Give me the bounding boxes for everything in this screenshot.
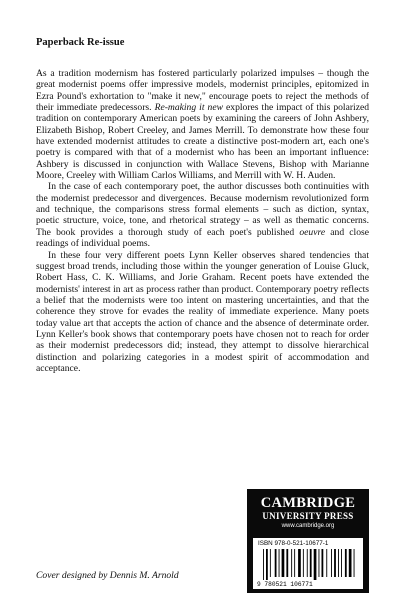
barcode-bar (291, 549, 292, 577)
barcode-bar (303, 549, 304, 577)
barcode-bar (326, 549, 327, 577)
publisher-name: CAMBRIDGE (260, 495, 356, 511)
barcode-bar (354, 549, 355, 577)
blurb-paragraph (36, 250, 369, 375)
publisher-url: www.cambridge.org (281, 523, 335, 529)
barcode-bar (270, 549, 271, 577)
barcode-bar (286, 549, 288, 577)
barcode-bar (331, 549, 332, 577)
barcode-bar (345, 549, 347, 577)
blurb-paragraph (36, 181, 369, 249)
barcode-bar (341, 549, 342, 577)
barcode-bar (349, 549, 352, 577)
barcode-bar (322, 549, 324, 577)
italic-title: oeuvre (299, 226, 326, 238)
barcode-digits: 9 780521 106771 (257, 581, 313, 587)
cover-credit: Cover designed by Dennis M. Arnold (36, 570, 179, 581)
text-run: In these four very different poets Lynn Keller observes shared tendencies that suggest broad trends, including those within the younger generation of Louise Gluck, Robert Hass, C. K. Williams, and Jorie Graham. Recent poets have extended the modernists' interest in art as process rather than product. Contemporary poetry reflects a belief that the modernists were too intent on mastering uncertainties, and that the coherence they strove for evades the reality of immediate experience. Many poets today value art that accepts the action of chance and the absence of determinate order. Lynn Keller's book shows that contemporary poets have chosen not to reach for order as their modernist predecessors did; instead, they attempt to dissolve hierarchical distinction and polarizing categories in a modest spirit of accommodation and acceptance. (36, 249, 369, 374)
barcode-bar (310, 549, 312, 577)
barcode-bar (294, 549, 295, 577)
blurb-text (36, 68, 369, 374)
publisher-logo-box (247, 489, 369, 593)
barcode-bar (263, 549, 264, 580)
barcode-bar (307, 549, 308, 577)
barcode-bar (275, 549, 277, 577)
isbn-label: ISBN 978-0-521-10677-1 (258, 540, 329, 547)
italic-title: Re-making it new (154, 102, 223, 114)
barcode-bar (282, 549, 285, 577)
barcode-bar (279, 549, 280, 577)
reissue-heading: Paperback Re-issue (36, 37, 125, 48)
text-run: explores the impact of this polarized tradition on contemporary American poets by examining the careers of John Ashbery, Elizabeth Bishop, Robert Creeley, and James Merrill. To demonstrate how these four have extended modernist attitudes to create a distinctive post-modern art, each one's poetry is compared with that of a modernist who has been an important influence: Ashbery is discussed in conjunction with Wallace Stevens, Bishop with Marianne Moore, Creeley with William Carlos Williams, and Merrill with W. H. Auden. (36, 102, 370, 182)
text-run: and close readings of individual poems. (36, 226, 369, 250)
barcode-bar (338, 549, 339, 577)
barcode (257, 549, 359, 587)
text-run: In the case of each contemporary poet, the author discusses both continuities with the modernist predecessor and divergences. Because modernism revolutionized form and technique, the comparisons stress formal elements – such as diction, syntax, poetic structure, voice, tone, and rhetorical strategy – as well as thematic concerns. The book provides a thorough study of each poet's published (36, 181, 369, 238)
barcode-bar (266, 549, 268, 580)
barcode-panel (253, 538, 363, 589)
barcode-bar (314, 549, 317, 580)
barcode-bar (319, 549, 320, 577)
barcode-bar (298, 549, 301, 577)
publisher-subtitle: UNIVERSITY PRESS (262, 511, 354, 521)
text-run: As a tradition modernism has fostered particularly polarized impulses – though the great modernist poems offer impressive models, modernist principles, epitomized in Ezra Pound's exhortation to "make it new," encourage poets to reject the methods of their immediate predecessors. (36, 68, 369, 114)
barcode-bar (334, 549, 336, 577)
blurb-paragraph (36, 68, 369, 181)
